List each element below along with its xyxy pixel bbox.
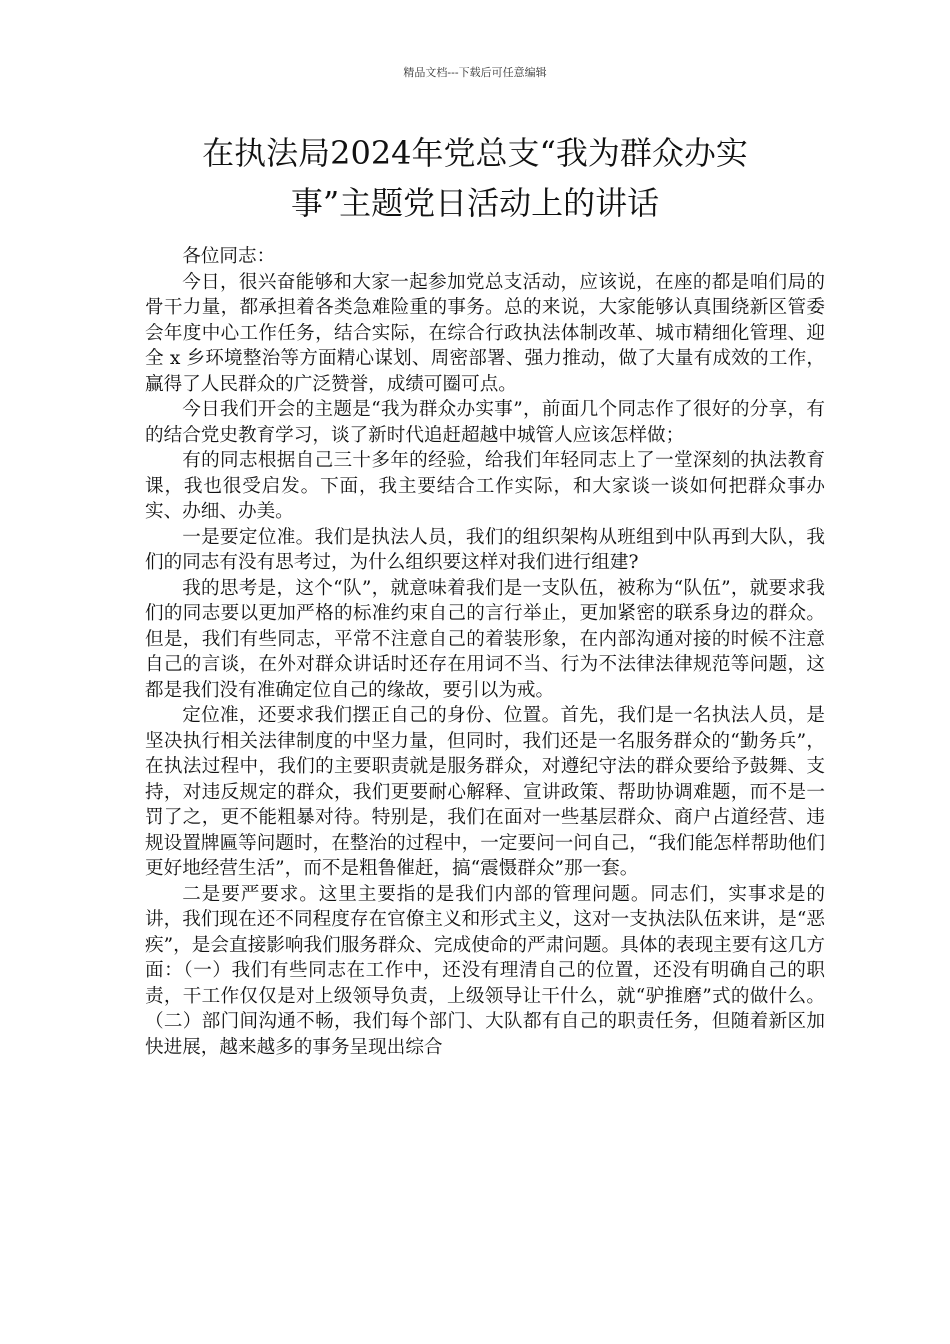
salutation: 各位同志： bbox=[182, 246, 276, 267]
speech-body bbox=[145, 244, 825, 1060]
paragraph: 今日，很兴奋能够和大家一起参加党总支活动，应该说，在座的都是咱们局的骨干力量，都承担着各类急难险重的事务。总的来说，大家能够认真围绕新区管委会年度中心工作任务，结合实际，在综合行政执法体制改革、城市精细化管理、迎全 x 乡环境整治等方面精心谋划、周密部署、强力推动，做了大量有成效的工作，赢得了人民群众的广泛赞誉，成绩可圈可点。 bbox=[145, 271, 825, 395]
paragraph: 我的思考是，这个“队”，就意味着我们是一支队伍，被称为“队伍”，就要求我们的同志要以更加严格的标准约束自己的言行举止，更加紧密的联系身边的群众。但是，我们有些同志，平常不注意自己的着装形象，在内部沟通对接的时候不注意自己的言谈，在外对群众讲话时还存在用词不当、行为不法律法律规范等问题，这都是我们没有准确定位自己的缘故，要引以为戒。 bbox=[145, 577, 825, 701]
paragraph: 定位准，还要求我们摆正自己的身份、位置。首先，我们是一名执法人员，是坚决执行相关法律制度的中坚力量，但同时，我们还是一名服务群众的“勤务兵”，在执法过程中，我们的主要职责就是服务群众，对遵纪守法的群众要给予鼓舞、支持，对违反规定的群众，我们更要耐心解释、宣讲政策、帮助协调难题，而不是一罚了之，更不能粗暴对待。特别是，我们在面对一些基层群众、商户占道经营、违规设置牌匾等问题时，在整治的过程中，一定要问一问自己，“我们能怎样帮助他们更好地经营生活”，而不是粗鲁催赶，搞“震慑群众”那一套。 bbox=[145, 705, 825, 879]
document-title bbox=[150, 128, 800, 228]
header-note: 精品文档---下载后可任意编辑 bbox=[403, 66, 547, 79]
title-line-1: 在执法局2024年党总支“我为群众办实 bbox=[202, 134, 748, 172]
paragraph: 二是要严要求。这里主要指的是我们内部的管理问题。同志们，实事求是的讲，我们现在还不同程度存在官僚主义和形式主义，这对一支执法队伍来讲，是“恶疾”，是会直接影响我们服务群众、完成使命的严肃问题。具体的表现主要有这几方面：（一）我们有些同志在工作中，还没有理清自己的位置，还没有明确自己的职责，干工作仅仅是对上级领导负责，上级领导让干什么，就“驴推磨”式的做什么。（二）部门间沟通不畅，我们每个部门、大队都有自己的职责任务，但随着新区加快进展，越来越多的事务呈现出综合 bbox=[145, 883, 825, 1058]
paragraph: 一是要定位准。我们是执法人员，我们的组织架构从班组到中队再到大队，我们的同志有没有思考过，为什么组织要这样对我们进行组建? bbox=[145, 526, 825, 573]
title-line-2: 事”主题党日活动上的讲话 bbox=[290, 184, 660, 222]
paragraph: 今日我们开会的主题是“我为群众办实事”，前面几个同志作了很好的分享，有的结合党史教育学习，谈了新时代追赶超越中城管人应该怎样做； bbox=[145, 399, 825, 446]
paragraph: 有的同志根据自己三十多年的经验，给我们年轻同志上了一堂深刻的执法教育课，我也很受启发。下面，我主要结合工作实际，和大家谈一谈如何把群众事办实、办细、办美。 bbox=[145, 450, 825, 522]
